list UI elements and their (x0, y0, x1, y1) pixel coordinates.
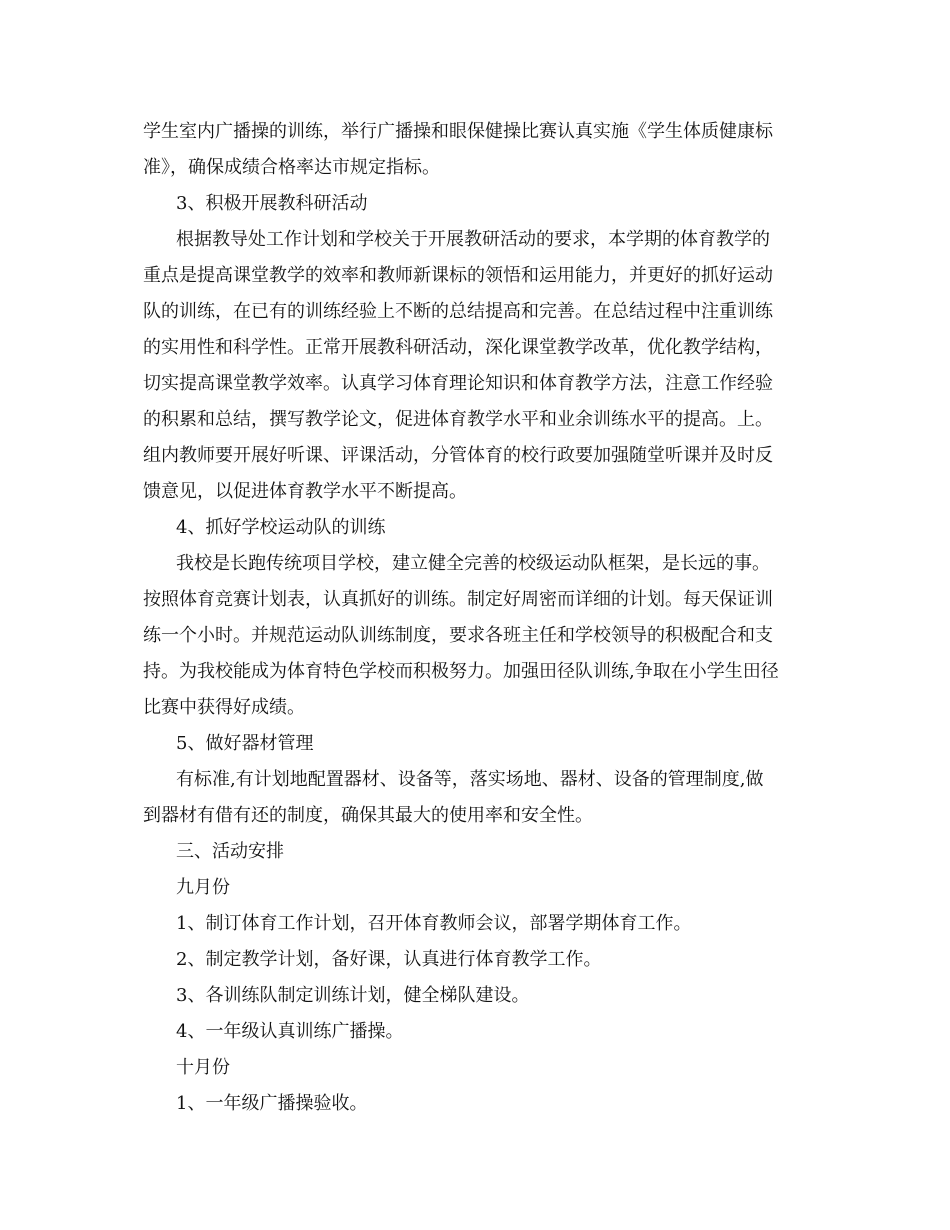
section-heading: 5、做好器材管理 (176, 733, 314, 754)
paragraph-line: 准》，确保成绩合格率达市规定指标。 (143, 157, 440, 178)
paragraph-line: 持。为我校能成为体育特色学校而积极努力。加强田径队训练,争取在小学生田径 (143, 661, 779, 682)
paragraph-line: 有标准,有计划地配置器材、设备等，落实场地、器材、设备的管理制度,做 (176, 769, 764, 790)
paragraph-line: 的积累和总结，撰写教学论文，促进体育教学水平和业余训练水平的提高。上。 (143, 409, 773, 430)
paragraph-line: 组内教师要开展好听课、评课活动，分管体育的校行政要加强随堂听课并及时反 (143, 445, 773, 466)
list-item: 2、制定教学计划，备好课，认真进行体育教学工作。 (176, 949, 602, 970)
paragraph-line: 我校是长跑传统项目学校，建立健全完善的校级运动队框架，是长远的事。 (176, 553, 770, 574)
paragraph-line: 根据教导处工作计划和学校关于开展教研活动的要求，本学期的体育教学的 (176, 229, 770, 250)
list-item: 1、一年级广播操验收。 (176, 1093, 368, 1114)
list-item: 1、制订体育工作计划，召开体育教师会议，部署学期体育工作。 (176, 913, 692, 934)
paragraph-line: 练一个小时。并规范运动队训练制度，要求各班主任和学校领导的积极配合和支 (143, 625, 773, 646)
paragraph-line: 到器材有借有还的制度，确保其最大的使用率和安全性。 (143, 805, 593, 826)
paragraph-line: 队的训练，在已有的训练经验上不断的总结提高和完善。在总结过程中注重训练 (143, 301, 773, 322)
paragraph-line: 按照体育竞赛计划表，认真抓好的训练。制定好周密而详细的计划。每天保证训 (143, 589, 773, 610)
list-item: 4、一年级认真训练广播操。 (176, 1021, 404, 1042)
section-heading: 三、活动安排 (176, 841, 284, 862)
list-item: 3、各训练队制定训练计划，健全梯队建设。 (176, 985, 530, 1006)
paragraph-line: 馈意见，以促进体育教学水平不断提高。 (143, 481, 467, 502)
paragraph-line: 切实提高课堂教学效率。认真学习体育理论知识和体育教学方法，注意工作经验 (143, 373, 773, 394)
paragraph-line: 重点是提高课堂教学的效率和教师新课标的领悟和运用能力，并更好的抓好运动 (143, 265, 773, 286)
month-heading: 九月份 (176, 877, 230, 898)
section-heading: 4、抓好学校运动队的训练 (176, 517, 386, 538)
paragraph-line: 比赛中获得好成绩。 (143, 697, 305, 718)
paragraph-line: 学生室内广播操的训练，举行广播操和眼保健操比赛认真实施《学生体质健康标 (143, 121, 773, 142)
paragraph-line: 的实用性和科学性。正常开展教科研活动，深化课堂教学改革，优化教学结构， (143, 337, 773, 358)
section-heading: 3、积极开展教科研活动 (176, 193, 368, 214)
month-heading: 十月份 (176, 1057, 230, 1078)
